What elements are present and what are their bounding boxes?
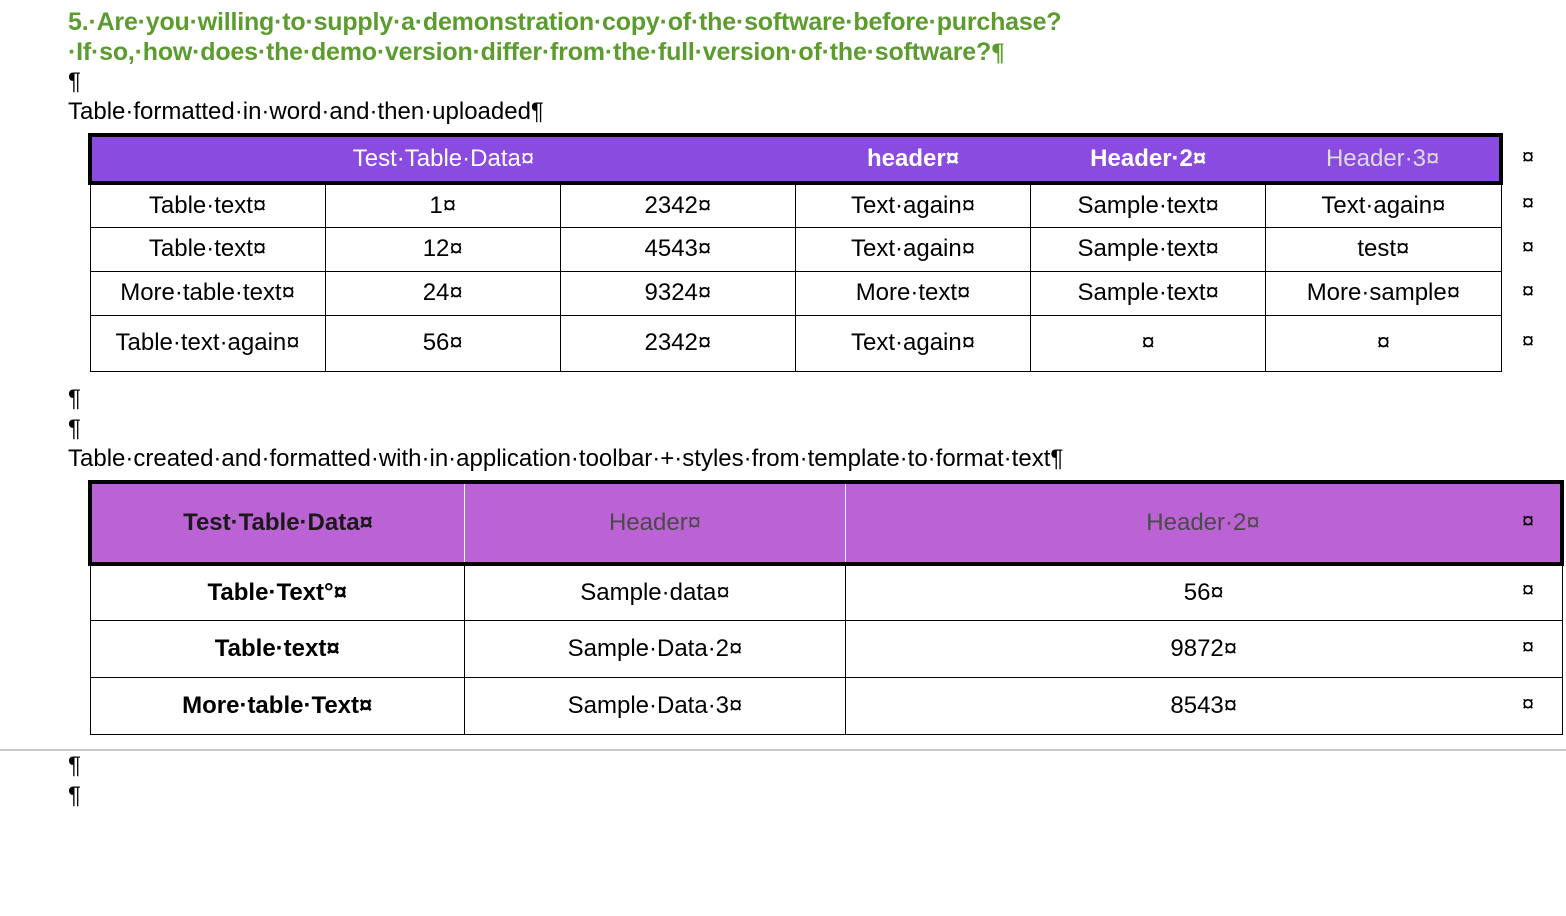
table1-cell-r2c2: 9324¤ (560, 271, 795, 315)
table1-row-end-marks (1508, 133, 1548, 369)
table1-cell-r0c3: Text·again¤ (795, 183, 1030, 227)
caption-table-2: Table·created·and·formatted·with·in·application·toolbar·+·styles·from·template·to·format·text¶ (68, 444, 1064, 472)
empty-paragraph-4: ¶ (68, 752, 81, 779)
table-2-block (0, 480, 1566, 736)
table-row (90, 183, 1501, 227)
table1-cell-r1c2: 4543¤ (560, 227, 795, 271)
table1-cell-r0c2: 2342¤ (560, 183, 795, 227)
row-end-mark: ¤ (1521, 691, 1535, 716)
table-row (90, 271, 1501, 315)
empty-paragraph-3: ¶ (68, 414, 81, 442)
table2-cell-r1c2: 9872¤ (846, 621, 1563, 678)
caption-table-1: Table·formatted·in·word·and·then·uploaded¶ (68, 98, 544, 125)
table1-header-cell-2: Header·2¤ (1031, 135, 1266, 183)
table2-cell-r1c1: Sample·Data·2¤ (465, 621, 846, 678)
table-row (90, 482, 1562, 564)
question-heading (0, 0, 1566, 67)
table1-cell-r2c1: 24¤ (325, 271, 560, 315)
table1-cell-r0c1: 1¤ (325, 183, 560, 227)
row-end-mark: ¤ (1521, 190, 1535, 215)
table1-header-cell-3: Header·3¤ (1266, 135, 1501, 183)
table2-cell-r0c2: 56¤ (846, 564, 1563, 621)
empty-paragraph-2: ¶ (68, 384, 81, 412)
table1-header-cell-0: Test·Table·Data¤ (90, 135, 795, 183)
table-row (90, 135, 1501, 183)
row-end-mark: ¤ (1521, 144, 1535, 169)
table1-cell-r3c1: 56¤ (325, 315, 560, 371)
table2-cell-r0c1: Sample·data¤ (465, 564, 846, 621)
table2-header-cell-0: Test·Table·Data¤ (90, 482, 465, 564)
table2-header-cell-2: Header·2¤ (846, 482, 1563, 564)
table1-cell-r0c4: Sample·text¤ (1031, 183, 1266, 227)
table1-cell-r2c5: More·sample¤ (1266, 271, 1501, 315)
row-end-mark: ¤ (1521, 234, 1535, 259)
table1-cell-r3c5: ¤ (1266, 315, 1501, 371)
table-1-block (0, 133, 1566, 372)
table-row (90, 315, 1501, 371)
empty-paragraph-1: ¶ (68, 68, 81, 95)
row-end-mark: ¤ (1521, 634, 1535, 659)
table-row (90, 621, 1562, 678)
table1-cell-r1c5: test¤ (1266, 227, 1501, 271)
table1-cell-r1c4: Sample·text¤ (1031, 227, 1266, 271)
table-row (90, 678, 1562, 735)
table1-cell-r2c3: More·text¤ (795, 271, 1030, 315)
table2-cell-r0c0: Table·Text°¤ (90, 564, 465, 621)
table2-cell-r2c2: 8543¤ (846, 678, 1563, 735)
paragraph-mark: ¶ (991, 38, 1005, 66)
table1-cell-r2c0: More·table·text¤ (90, 271, 325, 315)
question-heading-text: 5.·Are·you·willing·to·supply·a·demonstration·copy·of·the·software·before·purchase?·If·so,·how·does·the·demo·version·differ·from·the·full·version·of·the·software? (68, 8, 1062, 66)
row-end-mark: ¤ (1521, 328, 1535, 353)
table2-row-end-marks (1508, 480, 1548, 733)
table2-cell-r1c0: Table·text¤ (90, 621, 465, 678)
table1-cell-r0c0: Table·text¤ (90, 183, 325, 227)
table-formatted-in-word[interactable] (88, 133, 1503, 372)
table-created-in-application[interactable] (88, 480, 1564, 736)
row-end-mark: ¤ (1521, 507, 1535, 533)
table1-cell-r3c4: ¤ (1031, 315, 1266, 371)
table2-cell-r2c1: Sample·Data·3¤ (465, 678, 846, 735)
table1-cell-r1c1: 12¤ (325, 227, 560, 271)
row-end-mark: ¤ (1521, 278, 1535, 303)
table-row (90, 564, 1562, 621)
table1-cell-r3c0: Table·text·again¤ (90, 315, 325, 371)
table1-header-cell-1: header¤ (795, 135, 1030, 183)
table1-cell-r2c4: Sample·text¤ (1031, 271, 1266, 315)
table1-cell-r1c3: Text·again¤ (795, 227, 1030, 271)
table2-header-cell-1: Header¤ (465, 482, 846, 564)
table2-cell-r2c0: More·table·Text¤ (90, 678, 465, 735)
table1-cell-r3c3: Text·again¤ (795, 315, 1030, 371)
row-end-mark: ¤ (1521, 577, 1535, 602)
empty-paragraph-5: ¶ (68, 782, 81, 809)
table-row (90, 227, 1501, 271)
table1-cell-r3c2: 2342¤ (560, 315, 795, 371)
table1-cell-r0c5: Text·again¤ (1266, 183, 1501, 227)
table1-cell-r1c0: Table·text¤ (90, 227, 325, 271)
